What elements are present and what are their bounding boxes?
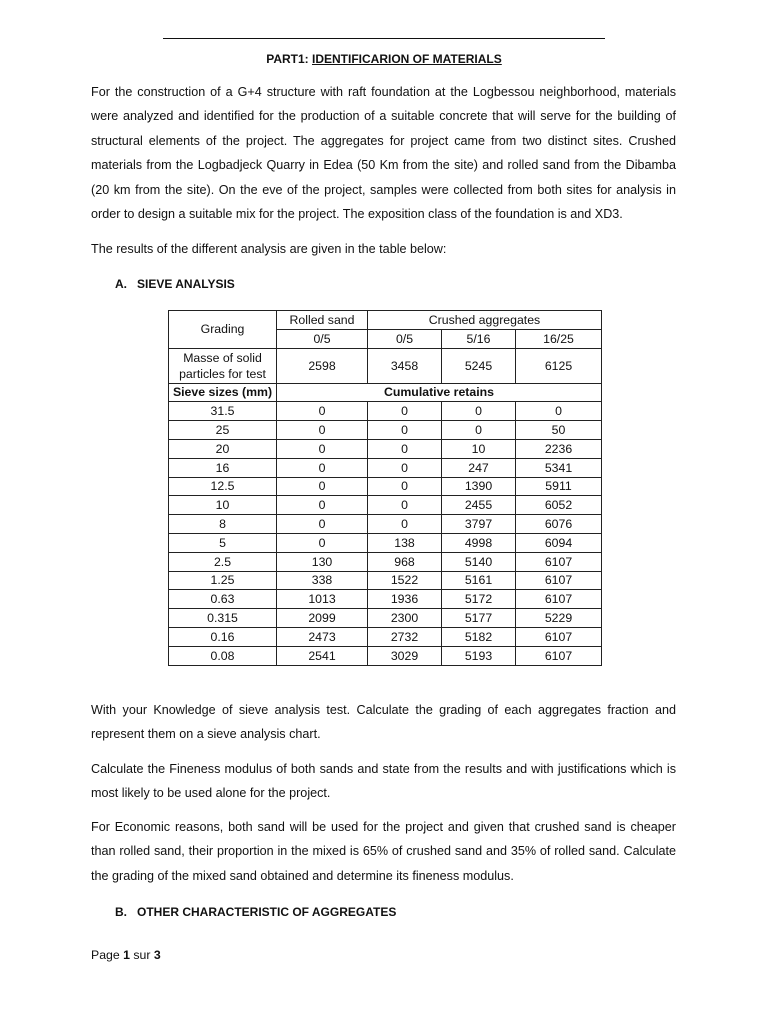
cumulative-retain-cell: 0 (277, 402, 368, 421)
cumulative-retain-cell: 5172 (442, 590, 516, 609)
section-a-title: SIEVE ANALYSIS (137, 277, 235, 291)
cumulative-retain-cell: 5193 (442, 646, 516, 665)
cumulative-retain-cell: 6107 (516, 627, 602, 646)
cumulative-retain-cell: 0 (516, 402, 602, 421)
mass-cell: 3458 (368, 348, 442, 383)
cumulative-retain-cell: 6107 (516, 571, 602, 590)
sieve-size-cell: 12.5 (169, 477, 277, 496)
cumulative-retain-cell: 0 (277, 477, 368, 496)
fraction-cell: 5/16 (442, 329, 516, 348)
cumulative-retain-cell: 1936 (368, 590, 442, 609)
page-title (0, 52, 768, 66)
sieve-size-cell: 5 (169, 533, 277, 552)
section-b-label: B. (115, 905, 127, 919)
cumulative-retain-cell: 138 (368, 533, 442, 552)
rolled-sand-header: Rolled sand (277, 311, 368, 330)
sieve-size-cell: 0.315 (169, 609, 277, 628)
sieve-size-cell: 31.5 (169, 402, 277, 421)
cumulative-retain-cell: 247 (442, 458, 516, 477)
cumulative-retain-cell: 130 (277, 552, 368, 571)
sieve-header-row (169, 383, 602, 402)
cumulative-retain-cell: 2455 (442, 496, 516, 515)
sieve-size-cell: 0.63 (169, 590, 277, 609)
sieve-analysis-table (168, 310, 602, 666)
cumulative-retains-header: Cumulative retains (277, 383, 602, 402)
title-text: IDENTIFICARION OF MATERIALS (312, 52, 502, 66)
question-2: Calculate the Fineness modulus of both sands and state from the results and with justifications which is most likely to be used alone for the project. (91, 762, 676, 801)
grading-header: Grading (169, 311, 277, 349)
cumulative-retain-cell: 0 (442, 402, 516, 421)
sieve-size-cell: 16 (169, 458, 277, 477)
cumulative-retain-cell: 0 (368, 515, 442, 534)
cumulative-retain-cell: 1390 (442, 477, 516, 496)
sieve-sizes-header: Sieve sizes (mm) (169, 383, 277, 402)
section-b-heading (115, 905, 396, 919)
title-prefix: PART1: (266, 52, 312, 66)
cumulative-retain-cell: 0 (368, 439, 442, 458)
fraction-cell: 0/5 (368, 329, 442, 348)
header-rule (163, 38, 605, 39)
table-row (169, 571, 602, 590)
footer-page-number: 1 (123, 948, 130, 962)
cumulative-retain-cell: 0 (277, 533, 368, 552)
cumulative-retain-cell: 50 (516, 421, 602, 440)
cumulative-retain-cell: 10 (442, 439, 516, 458)
table-row (169, 402, 602, 421)
cumulative-retain-cell: 5177 (442, 609, 516, 628)
cumulative-retain-cell: 338 (277, 571, 368, 590)
table-row (169, 421, 602, 440)
cumulative-retain-cell: 0 (277, 439, 368, 458)
cumulative-retain-cell: 6107 (516, 646, 602, 665)
sieve-size-cell: 10 (169, 496, 277, 515)
mass-label: Masse of solid particles for test (169, 348, 277, 383)
mass-row (169, 348, 602, 383)
cumulative-retain-cell: 2099 (277, 609, 368, 628)
table-header-row-1 (169, 311, 602, 330)
table-row (169, 533, 602, 552)
cumulative-retain-cell: 5182 (442, 627, 516, 646)
sieve-size-cell: 20 (169, 439, 277, 458)
cumulative-retain-cell: 6094 (516, 533, 602, 552)
table-row (169, 590, 602, 609)
cumulative-retain-cell: 0 (277, 515, 368, 534)
sieve-size-cell: 1.25 (169, 571, 277, 590)
cumulative-retain-cell: 1013 (277, 590, 368, 609)
table-row (169, 515, 602, 534)
footer-page-word: Page (91, 948, 120, 962)
mass-cell: 5245 (442, 348, 516, 383)
cumulative-retain-cell: 2473 (277, 627, 368, 646)
section-a-label: A. (115, 277, 127, 291)
cumulative-retain-cell: 0 (368, 458, 442, 477)
table-row (169, 627, 602, 646)
sieve-size-cell: 0.08 (169, 646, 277, 665)
cumulative-retain-cell: 2236 (516, 439, 602, 458)
cumulative-retain-cell: 0 (368, 496, 442, 515)
cumulative-retain-cell: 0 (277, 421, 368, 440)
cumulative-retain-cell: 0 (368, 477, 442, 496)
cumulative-retain-cell: 0 (368, 402, 442, 421)
crushed-aggregates-header: Crushed aggregates (368, 311, 602, 330)
cumulative-retain-cell: 0 (442, 421, 516, 440)
fraction-cell: 16/25 (516, 329, 602, 348)
table-row (169, 439, 602, 458)
cumulative-retain-cell: 2541 (277, 646, 368, 665)
cumulative-retain-cell: 5140 (442, 552, 516, 571)
sieve-size-cell: 2.5 (169, 552, 277, 571)
mass-cell: 6125 (516, 348, 602, 383)
intro-paragraph: For the construction of a G+4 structure with raft foundation at the Logbessou neighborhood, materials were analyzed and identified for the production of a suitable concrete that will serve for the building of structural elements of the project. The aggregates for project came from two distinct sites. Crushed materials from the Logbadjeck Quarry in Edea (50 Km from the site) and rolled sand from the Dibamba (20 km from the site). On the eve of the project, samples were collected from both sites for analysis in order to design a suitable mix for the project. The exposition class of the foundation is and XD3. (91, 85, 676, 222)
sieve-size-cell: 8 (169, 515, 277, 534)
cumulative-retain-cell: 968 (368, 552, 442, 571)
cumulative-retain-cell: 5341 (516, 458, 602, 477)
question-3: For Economic reasons, both sand will be used for the project and given that crushed sand is cheaper than rolled sand, their proportion in the mixed is 65% of crushed sand and 35% of rolled sand. Calculate the grading of the mixed sand obtained and determine its fineness modulus. (91, 820, 676, 883)
cumulative-retain-cell: 5911 (516, 477, 602, 496)
sieve-size-cell: 25 (169, 421, 277, 440)
cumulative-retain-cell: 0 (368, 421, 442, 440)
table-row (169, 646, 602, 665)
cumulative-retain-cell: 2300 (368, 609, 442, 628)
sieve-size-cell: 0.16 (169, 627, 277, 646)
table-row (169, 458, 602, 477)
mass-cell: 2598 (277, 348, 368, 383)
cumulative-retain-cell: 5161 (442, 571, 516, 590)
section-a-heading (115, 277, 235, 291)
question-1: With your Knowledge of sieve analysis test. Calculate the grading of each aggregates fraction and represent them on a sieve analysis chart. (91, 703, 676, 742)
footer-total-pages: 3 (153, 948, 161, 962)
cumulative-retain-cell: 5229 (516, 609, 602, 628)
cumulative-retain-cell: 6107 (516, 590, 602, 609)
page-footer (91, 948, 161, 962)
table-row (169, 496, 602, 515)
cumulative-retain-cell: 6107 (516, 552, 602, 571)
results-intro: The results of the different analysis are given in the table below: (91, 242, 447, 256)
cumulative-retain-cell: 2732 (368, 627, 442, 646)
cumulative-retain-cell: 6052 (516, 496, 602, 515)
table-row (169, 552, 602, 571)
cumulative-retain-cell: 4998 (442, 533, 516, 552)
section-b-title: OTHER CHARACTERISTIC OF AGGREGATES (137, 905, 397, 919)
cumulative-retain-cell: 3029 (368, 646, 442, 665)
cumulative-retain-cell: 3797 (442, 515, 516, 534)
cumulative-retain-cell: 6076 (516, 515, 602, 534)
footer-sur: sur (133, 948, 151, 962)
cumulative-retain-cell: 1522 (368, 571, 442, 590)
fraction-cell: 0/5 (277, 329, 368, 348)
cumulative-retain-cell: 0 (277, 496, 368, 515)
cumulative-retain-cell: 0 (277, 458, 368, 477)
table-row (169, 477, 602, 496)
table-row (169, 609, 602, 628)
